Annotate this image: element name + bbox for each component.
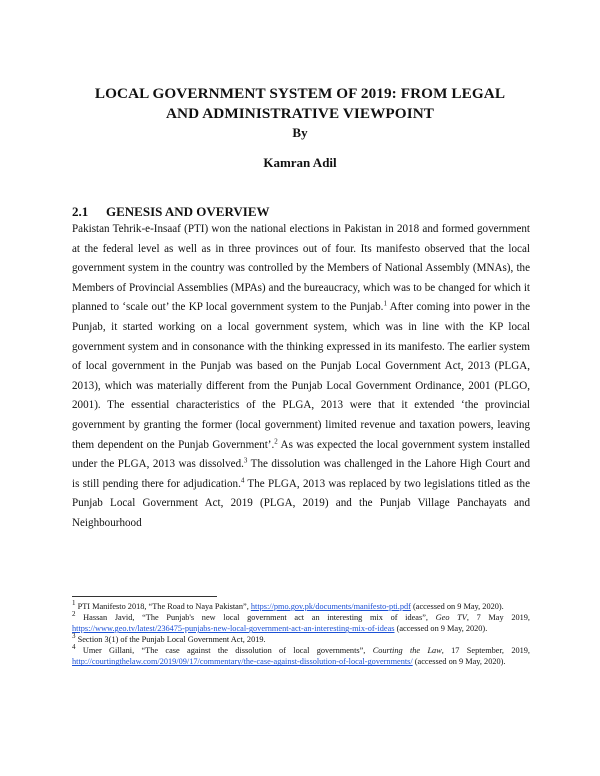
footnote-3 bbox=[72, 634, 530, 645]
footnote-link[interactable]: http://courtingthelaw.com/2019/09/17/commentary/the-case-against-dissolution-of-local-governments/ bbox=[72, 657, 413, 667]
footnote-text: Hassan Javid, “The Punjab's new local government act an interesting mix of ideas”, bbox=[75, 613, 436, 623]
body-sentence-1: Pakistan Tehrik-e-Insaaf (PTI) won the national elections in Pakistan in 2018 and formed government at the federal level as well as in three provinces out of four. Its manifesto observed that the local government system in the country was controlled by the Members of National Assembly (MNAs), the Members of Provincial Assemblies (MPAs) and the bureaucracy, which was to be changed for which it planned to ‘scale out’ the KP local government system to the Punjab. bbox=[72, 223, 530, 314]
section-title: GENESIS AND OVERVIEW bbox=[106, 204, 270, 219]
footnote-link[interactable]: https://pmo.gov.pk/documents/manifesto-pti.pdf bbox=[250, 602, 411, 611]
body-sentence-3: As was expected the local government system installed under the PLGA, 2013 was dissolved. bbox=[72, 438, 530, 471]
footnote-text: (accessed on 9 May, 2020). bbox=[412, 657, 506, 667]
footnote-ref-2[interactable]: 2 bbox=[274, 436, 278, 445]
author-name: Kamran Adil bbox=[263, 155, 337, 170]
footnote-text: Umer Gillani, “The case against the dissolution of local governments”, bbox=[75, 646, 373, 656]
section-heading bbox=[72, 204, 270, 220]
paper-title-line-2: AND ADMINISTRATIVE VIEWPOINT bbox=[165, 105, 435, 122]
footnote-number: 2 bbox=[72, 610, 76, 619]
footnote-text: Section 3(1) of the Punjab Local Government Act, 2019. bbox=[75, 635, 266, 645]
footnote-text: , 17 September, 2019, bbox=[441, 646, 530, 656]
footnote-number: 1 bbox=[72, 599, 76, 608]
paper-title-line-1: LOCAL GOVERNMENT SYSTEM OF 2019: FROM LEGAL bbox=[94, 85, 506, 102]
byline-label: By bbox=[292, 125, 308, 140]
footnote-text: PTI Manifesto 2018, “The Road to Naya Pakistan”, bbox=[75, 602, 251, 611]
section-number: 2.1 bbox=[72, 204, 89, 219]
footnote-source: Courting the Law bbox=[372, 646, 442, 656]
paragraph-1 bbox=[72, 220, 530, 534]
footnote-text: , 7 May 2019, bbox=[466, 613, 530, 623]
footnote-divider bbox=[72, 596, 217, 597]
footnotes bbox=[72, 601, 530, 668]
footnote-4 bbox=[72, 645, 530, 667]
footnote-number: 4 bbox=[72, 643, 76, 652]
body-sentence-2: After coming into power in the Punjab, it started working on a local government system, which was in line with the KP local government system and in consonance with the thinking expressed in its manifesto. The earlier system of local government in the Punjab was based on the Punjab Local Government Act, 2013 (PLGA, 2013), which was materially different from the Punjab Local Government Ordinance, 2001 (PLGO, 2001). The essential characteristics of the PLGA, 2013 were that it extended ‘the provincial government by granting the former (local government) limited revenue and taxation powers, leaving them dependent on the Punjab Government’. bbox=[72, 301, 531, 451]
footnote-text: (accessed on 9 May, 2020). bbox=[410, 602, 504, 611]
footnote-ref-4[interactable]: 4 bbox=[240, 476, 245, 485]
footnote-source: Geo TV bbox=[435, 613, 467, 623]
footnote-text: (accessed on 9 May, 2020). bbox=[394, 624, 488, 634]
footnote-ref-1[interactable]: 1 bbox=[383, 299, 387, 308]
paper-title bbox=[70, 84, 530, 124]
body-sentence-5: The PLGA, 2013 was replaced by two legislations titled as the Punjab Local Government Act, 2019 (PLGA, 2019) and the Punjab Village Panchayats and Neighbourhood bbox=[72, 477, 530, 529]
footnote-2 bbox=[72, 612, 530, 634]
body-sentence-4: The dissolution was challenged in the Lahore High Court and is still pending there for adjudication. bbox=[72, 458, 530, 490]
footnote-1 bbox=[72, 601, 530, 612]
footnote-link[interactable]: https://www.geo.tv/latest/236475-punjabs-new-local-government-act-an-interesting-mix-of-ideas bbox=[72, 624, 395, 634]
body-paragraph bbox=[72, 220, 530, 534]
footnote-number: 3 bbox=[72, 632, 76, 641]
footnote-ref-3[interactable]: 3 bbox=[243, 456, 248, 465]
